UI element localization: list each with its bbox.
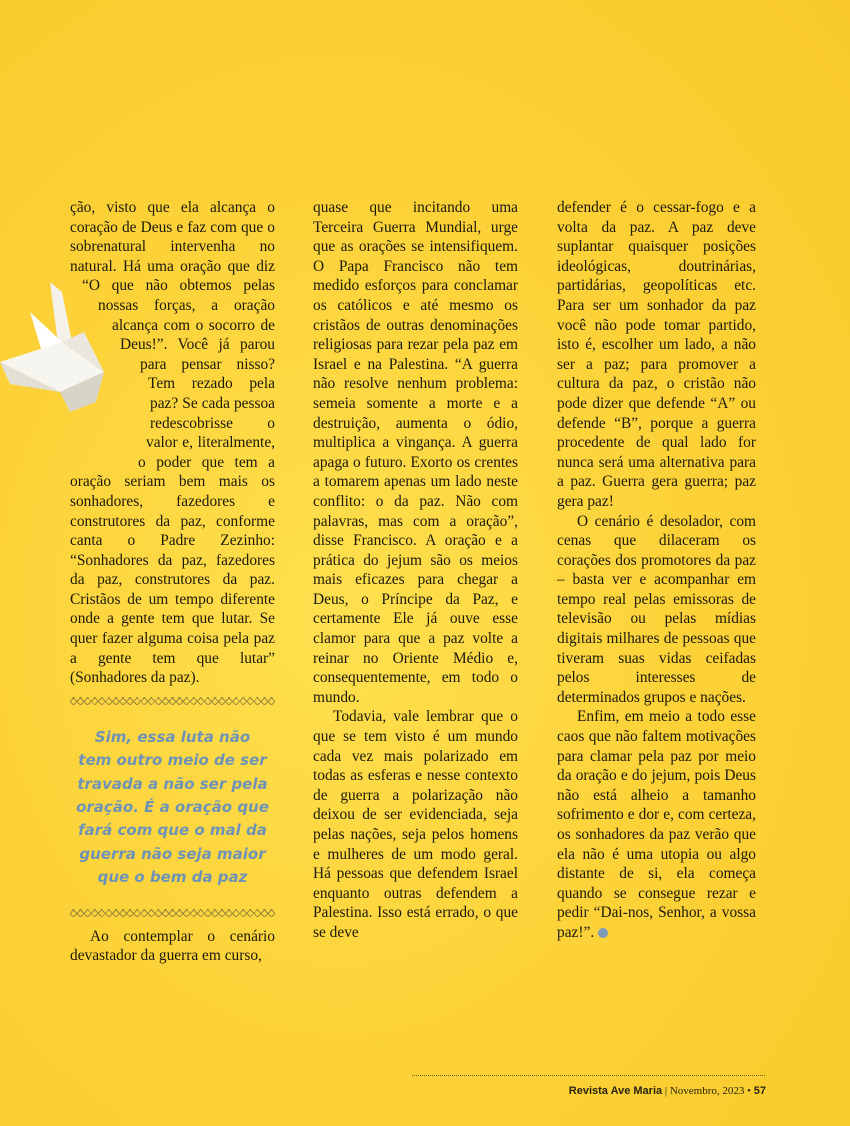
column-3-paragraph-2: O cenário é desolador, com cenas que dilaceram os corações dos promotores da paz – basta ver e acompanhar em tempo real pelas emissoras de televisão ou pelas mídias digitais milhares de pessoas que tiveram suas vidas ceifadas pelos interesses de determinados grupos e nações. [557, 512, 756, 706]
page-number: 57 [753, 1085, 766, 1097]
column-3-paragraph-3 [557, 707, 756, 942]
issue-date: | Novembro, 2023 • [664, 1085, 751, 1097]
column-1-text: ção, visto que ela alcança o coração de Deus e faz com que o sobrenatural intervenha no natural. Há uma oração que diz “O que não obtemos pelas nossas forças, a oração alcança com o socorro de Deus!”. Você já parou para pensar nisso? Tem rezado pela paz? Se cada pessoa redescobrisse o valor e, literalmente, o poder que tem a oração seriam bem mais os sonhadores, fazedores e construtores da paz, conforme canta o Padre Zezinho: “Sonhadores da paz, fazedores da paz, construtores da paz. Cristãos de um tempo diferente onde a gente tem que lutar. Se quer fazer alguma coisa pela paz a gente tem que lutar” (Sonhadores da paz). [70, 199, 275, 687]
column-3 [557, 198, 756, 943]
pull-quote: Sim, essa luta não tem outro meio de ser travada a não ser pela oração. É a oração que fará com que o mal da guerra não seja maior que o bem da paz [76, 727, 269, 887]
column-1-continuation: Ao contemplar o cenário devastador da guerra em curso, [70, 927, 275, 965]
end-of-article-icon [598, 928, 608, 938]
column-2-paragraph-1: quase que incitando uma Terceira Guerra Mundial, urge que as orações se intensifiquem. O Papa Francisco não tem medido esforços para conclamar os católicos e até mesmo os cristãos de outras denominações religiosas para rezar pela paz em Israel e na Palestina. “A guerra não resolve nenhum problema: semeia somente a morte e a destruição, aumenta o ódio, multiplica a vingança. A guerra apaga o futuro. Exorto os crentes a tomarem apenas um lado neste conflito: o da paz. Não com palavras, mas com a oração”, disse Francisco. A oração e a prática do jejum são os meios mais eficazes para chegar a Deus, o Príncipe da Paz, e certamente Ele já ouve esse clamor para que a paz volte a reinar no Oriente Médio e, consequentemente, em todo o mundo. [313, 199, 518, 706]
separator-bottom [70, 909, 275, 917]
column-2-paragraph-2: Todavia, vale lembrar que o que se tem visto é um mundo cada vez mais polarizado em todas as esferas e nesse contexto de guerra a polarização não deixou de ser evidenciada, seja pelas nações, seja pelos homens e mulheres de um modo geral. Há pessoas que defendem Israel enquanto outras defendem a Palestina. Isso está errado, o que se deve [313, 708, 518, 941]
column-1 [70, 198, 275, 966]
column-3-paragraph-1: defender é o cessar-fogo e a volta da paz. A paz deve suplantar quaisquer posições ideológicas, doutrinárias, partidárias, geopolíticas etc. Para ser um sonhador da paz você não pode tomar partido, isto é, escolher um lado, a não ser a paz; para promover a cultura da paz, o cristão não pode dizer que defende “A” ou defende “B”, porque a guerra procedente de qual lado for nunca será uma alternativa para a paz. Guerra gera guerra; paz gera paz! [557, 199, 756, 510]
column-2 [313, 198, 518, 943]
magazine-name: Revista Ave Maria [568, 1085, 663, 1097]
footer-rule [412, 1075, 765, 1076]
column-3-paragraph-3-text: Enfim, em meio a todo esse caos que não faltem motivações para clamar pela paz por meio da oração e do jejum, pois Deus não está alheio a tamanho sofrimento e dor e, com certeza, os sonhadores da paz verão que ela não é uma utopia ou algo distante de si, ela começa quando se consegue rezar e pedir “Dai-nos, Senhor, a vossa paz!”. [557, 708, 756, 941]
page-footer [569, 1085, 766, 1097]
separator-top [70, 697, 275, 705]
